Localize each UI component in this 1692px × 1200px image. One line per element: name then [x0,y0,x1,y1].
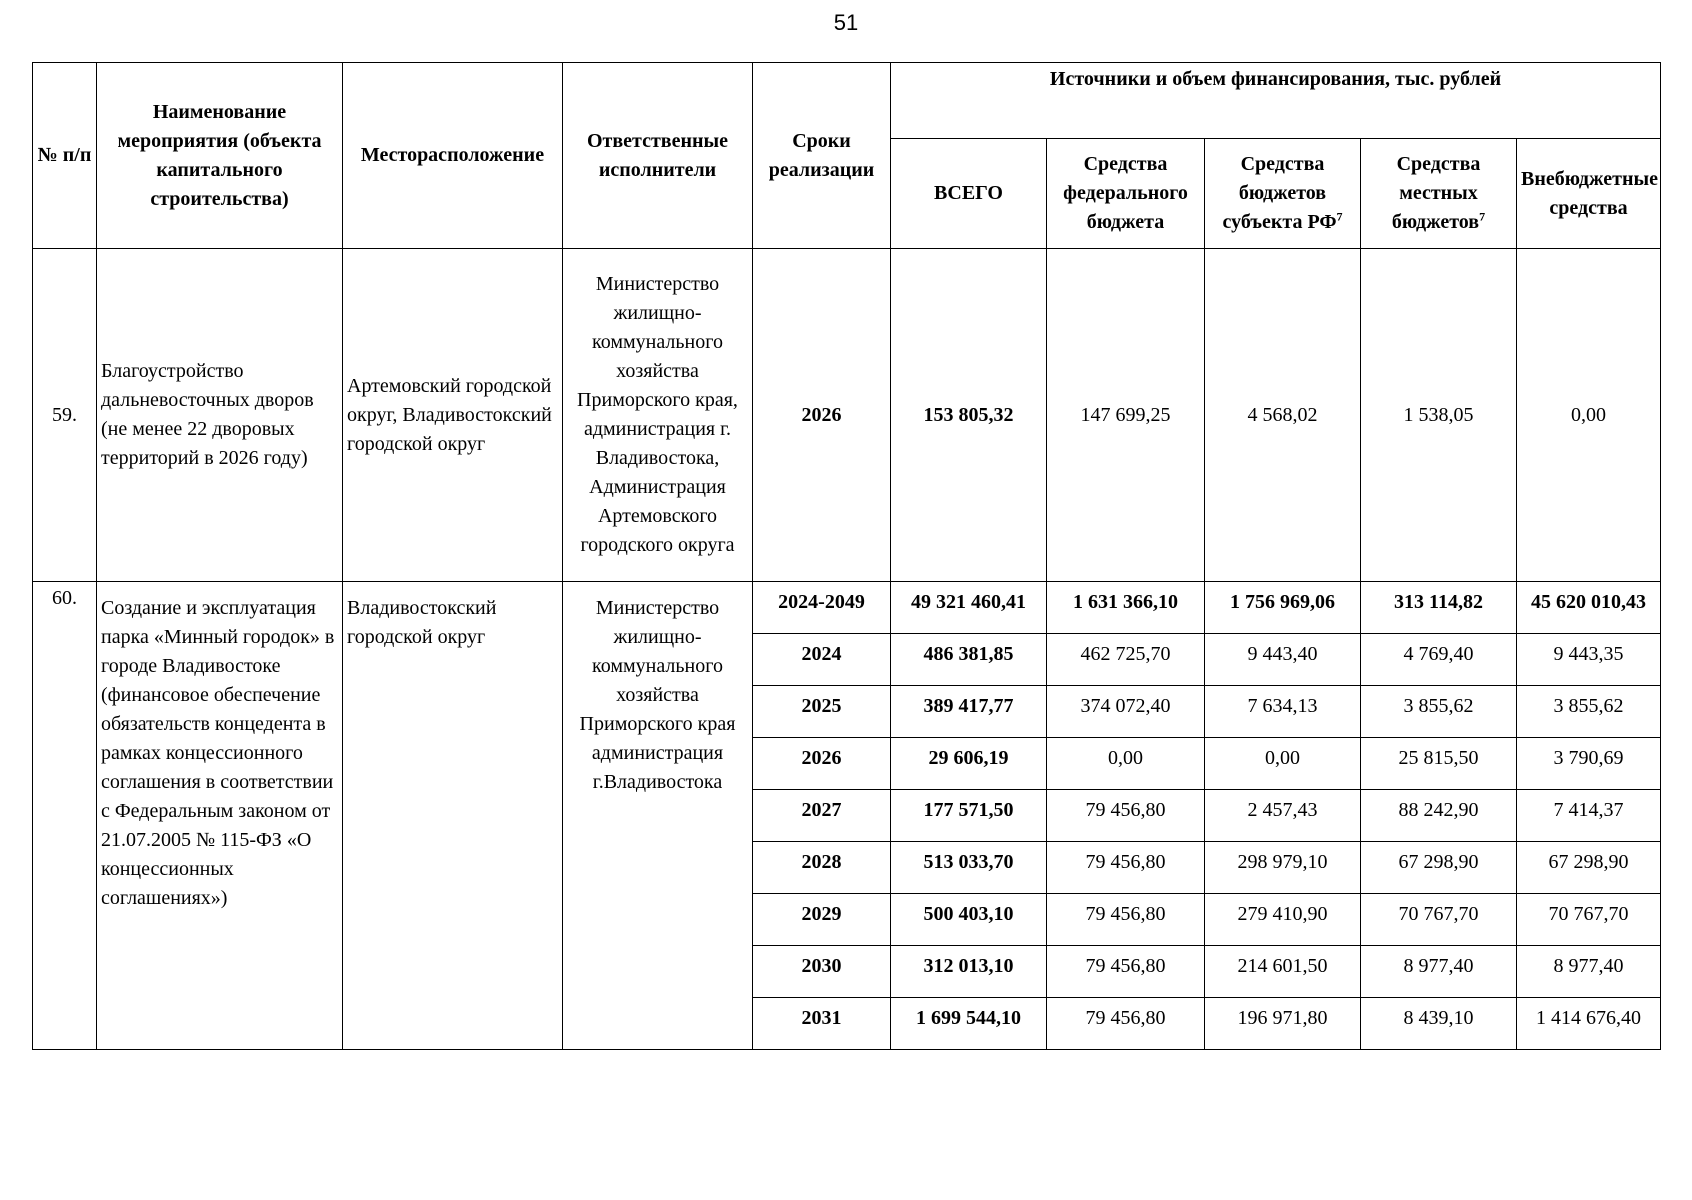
row-year: 2030 [753,946,891,998]
row-extra: 3 790,69 [1517,738,1661,790]
table-row [33,582,1661,634]
row-federal: 79 456,80 [1047,998,1205,1050]
row-federal: 374 072,40 [1047,686,1205,738]
row-local: 313 114,82 [1361,582,1517,634]
row-extra: 3 855,62 [1517,686,1661,738]
row-regional: 4 568,02 [1205,249,1361,582]
row-federal: 79 456,80 [1047,946,1205,998]
row-local: 88 242,90 [1361,790,1517,842]
row-number: 60. [33,582,97,1050]
row-location: Артемовский городской округ, Владивостокский городской округ [343,249,563,582]
row-federal: 462 725,70 [1047,634,1205,686]
row-total: 49 321 460,41 [891,582,1047,634]
row-total: 312 013,10 [891,946,1047,998]
row-local: 67 298,90 [1361,842,1517,894]
row-extra: 0,00 [1517,249,1661,582]
header-local [1361,139,1517,249]
header-no: № п/п [33,63,97,249]
row-federal: 147 699,25 [1047,249,1205,582]
row-year: 2026 [753,738,891,790]
row-extra: 70 767,70 [1517,894,1661,946]
row-regional: 2 457,43 [1205,790,1361,842]
row-year: 2029 [753,894,891,946]
header-extra: Внебюджетные средства [1517,139,1661,249]
row-local: 25 815,50 [1361,738,1517,790]
row-total: 177 571,50 [891,790,1047,842]
row-regional: 214 601,50 [1205,946,1361,998]
header-federal: Средства федерального бюджета [1047,139,1205,249]
header-name: Наименование мероприятия (объекта капитального строительства) [97,63,343,249]
header-funding-group: Источники и объем финансирования, тыс. рублей [891,63,1661,139]
row-regional: 1 756 969,06 [1205,582,1361,634]
row-year: 2024 [753,634,891,686]
row-total: 1 699 544,10 [891,998,1047,1050]
row-regional: 196 971,80 [1205,998,1361,1050]
row-federal: 79 456,80 [1047,894,1205,946]
row-location: Владивостокский городской округ [343,582,563,1050]
row-year: 2024-2049 [753,582,891,634]
row-extra: 67 298,90 [1517,842,1661,894]
row-total: 153 805,32 [891,249,1047,582]
row-regional: 279 410,90 [1205,894,1361,946]
row-year: 2031 [753,998,891,1050]
header-regional-footnote: 7 [1336,209,1343,224]
header-location: Месторасположение [343,63,563,249]
row-regional: 0,00 [1205,738,1361,790]
row-name: Создание и эксплуатация парка «Минный городок» в городе Владивостоке (финансовое обеспечение обязательств концедента в рамках концессионного соглашения в соответствии с Федеральным законом от 21.07.2005 № 115-ФЗ «О концессионных соглашениях») [97,582,343,1050]
row-name: Благоустройство дальневосточных дворов (не менее 22 дворовых территорий в 2026 году) [97,249,343,582]
row-year: 2026 [753,249,891,582]
header-local-text: Средства местных бюджетов [1391,153,1481,233]
row-local: 1 538,05 [1361,249,1517,582]
row-federal: 79 456,80 [1047,790,1205,842]
row-extra: 1 414 676,40 [1517,998,1661,1050]
row-responsible: Министерство жилищно-коммунального хозяйства Приморского края, администрация г. Владивостока, Администрация Артемовского городского округа [563,249,753,582]
row-local: 70 767,70 [1361,894,1517,946]
row-total: 486 381,85 [891,634,1047,686]
row-number: 59. [33,249,97,582]
header-total: ВСЕГО [891,139,1047,249]
header-regional-text: Средства бюджетов субъекта РФ [1222,153,1337,233]
row-regional: 7 634,13 [1205,686,1361,738]
row-extra: 45 620 010,43 [1517,582,1661,634]
row-regional: 298 979,10 [1205,842,1361,894]
row-federal: 79 456,80 [1047,842,1205,894]
header-regional [1205,139,1361,249]
row-extra: 8 977,40 [1517,946,1661,998]
header-terms: Сроки реализации [753,63,891,249]
row-year: 2025 [753,686,891,738]
row-total: 389 417,77 [891,686,1047,738]
page-number: 51 [833,10,859,35]
row-local: 3 855,62 [1361,686,1517,738]
row-extra: 9 443,35 [1517,634,1661,686]
row-federal: 0,00 [1047,738,1205,790]
row-year: 2027 [753,790,891,842]
row-regional: 9 443,40 [1205,634,1361,686]
row-total: 500 403,10 [891,894,1047,946]
header-local-footnote: 7 [1479,209,1486,224]
row-extra: 7 414,37 [1517,790,1661,842]
row-total: 513 033,70 [891,842,1047,894]
row-year: 2028 [753,842,891,894]
row-federal: 1 631 366,10 [1047,582,1205,634]
header-responsible: Ответственные исполнители [563,63,753,249]
row-local: 4 769,40 [1361,634,1517,686]
row-local: 8 977,40 [1361,946,1517,998]
row-total: 29 606,19 [891,738,1047,790]
row-responsible: Министерство жилищно-коммунального хозяйства Приморского края администрация г.Владивостока [563,582,753,1050]
financing-table [32,62,1661,1050]
row-local: 8 439,10 [1361,998,1517,1050]
table-row [33,249,1661,582]
